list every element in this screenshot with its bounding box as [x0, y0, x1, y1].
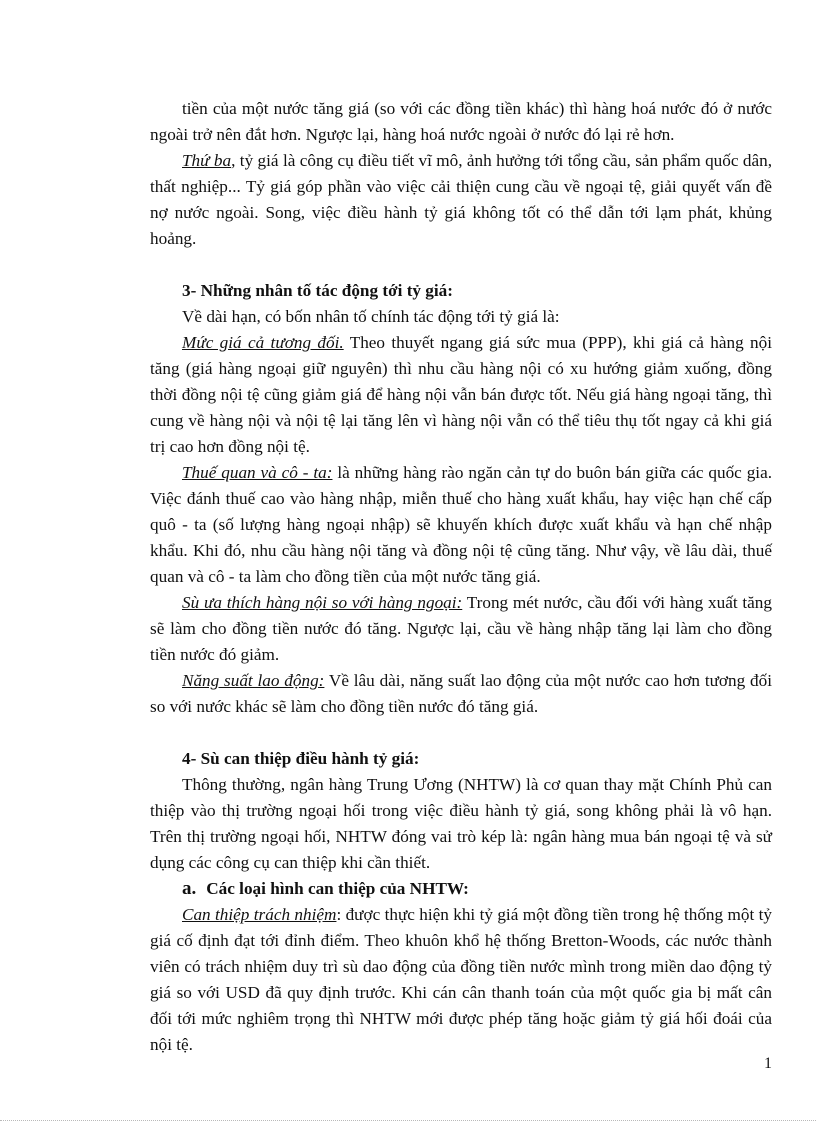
paragraph-text: Về dài hạn, có bốn nhân tố chính tác động tới tỷ giá là:: [182, 307, 560, 326]
paragraph-lead: Sù ưa thích hàng nội so với hàng ngoại:: [182, 593, 463, 612]
section-heading-4: [150, 746, 772, 772]
section-heading-text: 4- Sù can thiệp điều hành tỷ giá:: [182, 749, 420, 768]
subsection-label: a.: [182, 878, 197, 899]
paragraph-productivity: [150, 668, 772, 720]
paragraph-third-role: [150, 148, 772, 252]
paragraph-text: Thông thường, ngân hàng Trung Ương (NHTW) là cơ quan thay mặt Chính Phủ can thiệp vào thị trường ngoại hối trong việc điều hành tỷ giá, song không phải là vô hạn. Trên thị trường ngoại hối, NHTW đóng vai trò kép là: ngân hàng mua bán ngoại tệ và sử dụng các công cụ can thiệp khi cần thiết.: [150, 775, 772, 872]
paragraph-text: tiền của một nước tăng giá (so với các đồng tiền khác) thì hàng hoá nước đó ở nước ngoài trở nên đắt hơn. Ngược lại, hàng hoá nước ngoài ở nước đó lại rẻ hơn.: [150, 99, 772, 144]
paragraph-text: : được thực hiện khi tỷ giá một đồng tiền trong hệ thống một tỷ giá cố định đạt tới đỉnh điểm. Theo khuôn khổ hệ thống Bretton-Woods, các nước thành viên có trách nhiệm duy trì sù dao động của đồng tiền nước mình trong miền dao động tỷ giá so với USD đã quy định trước. Khi cán cân thanh toán của một quốc gia bị mất cân đối tới mức nghiêm trọng thì NHTW mới được phép tăng hoặc giảm tỷ giá hối đoái của nội tệ.: [150, 905, 772, 1054]
paragraph-central-bank: [150, 772, 772, 876]
subsection-title: Các loại hình can thiệp của NHTW:: [206, 879, 469, 898]
page-number: 1: [764, 1055, 772, 1072]
paragraph-currency-value: [150, 96, 772, 148]
paragraph-tariffs-quotas: [150, 460, 772, 590]
section-heading-text: 3- Những nhân tố tác động tới tỷ giá:: [182, 281, 453, 300]
paragraph-domestic-preference: [150, 590, 772, 668]
paragraph-text: Theo thuyết ngang giá sức mua (PPP), khi giá cả hàng nội tăng (giá hàng ngoại giữ nguyên) thì nhu cầu hàng nội có xu hướng giảm xuống, đồng thời đồng nội tệ cũng giảm giá để hàng nội vẫn bán được tốt. Nếu giá hàng ngoại tăng, thì cung về hàng nội và nội tệ lại tăng lên vì hàng nội vẫn có thể tiêu thụ tốt ngay cả khi giá trị cao hơn đồng nội tệ.: [150, 333, 772, 456]
paragraph-responsibility-intervention: [150, 902, 772, 1058]
paragraph-text: là những hàng rào ngăn cản tự do buôn bán giữa các quốc gia. Việc đánh thuế cao vào hàng nhập, miễn thuế cho hàng xuất khẩu, hay việc hạn chế cấp quô - ta (số lượng hàng ngoại nhập) sẽ khuyến khích được xuất khẩu và hạn chế nhập khẩu. Khi đó, nhu cầu hàng nội tăng và đồng nội tệ cũng tăng. Như vậy, về lâu dài, thuế quan và cô - ta làm cho đồng tiền của một nước tăng giá.: [150, 463, 772, 586]
page-bottom-divider: [0, 1120, 816, 1121]
paragraph-lead: Thứ ba: [182, 151, 232, 170]
document-body: [150, 96, 772, 1058]
paragraph-lead: Thuế quan và cô - ta:: [182, 463, 333, 482]
paragraph-lead: Mức giá cả tương đối.: [182, 333, 344, 352]
paragraph-text: Trong mét nước, cầu đối với hàng xuất tăng sẽ làm cho đồng tiền nước đó tăng. Ngược lại, cầu về hàng nhập tăng lại làm cho đồng tiền nước đó giảm.: [150, 593, 772, 664]
subsection-heading-a: [150, 876, 772, 902]
section-heading-3: [150, 278, 772, 304]
paragraph-lead: Can thiệp trách nhiệm: [182, 905, 337, 924]
paragraph-intro-factors: [150, 304, 772, 330]
paragraph-lead: Năng suất lao động:: [182, 671, 325, 690]
paragraph-text: Về lâu dài, năng suất lao động của một nước cao hơn tương đối so với nước khác sẽ làm cho đồng tiền nước đó tăng giá.: [150, 671, 772, 716]
paragraph-text: , tỷ giá là công cụ điều tiết vĩ mô, ảnh hưởng tới tổng cầu, sản phẩm quốc dân, thất nghiệp... Tỷ giá góp phần vào việc cải thiện cung cầu về ngoại tệ, giải quyết vấn đề nợ nước ngoài. Song, việc điều hành tỷ giá không tốt có thể dẫn tới lạm phát, khủng hoảng.: [150, 151, 772, 248]
paragraph-relative-price: [150, 330, 772, 460]
